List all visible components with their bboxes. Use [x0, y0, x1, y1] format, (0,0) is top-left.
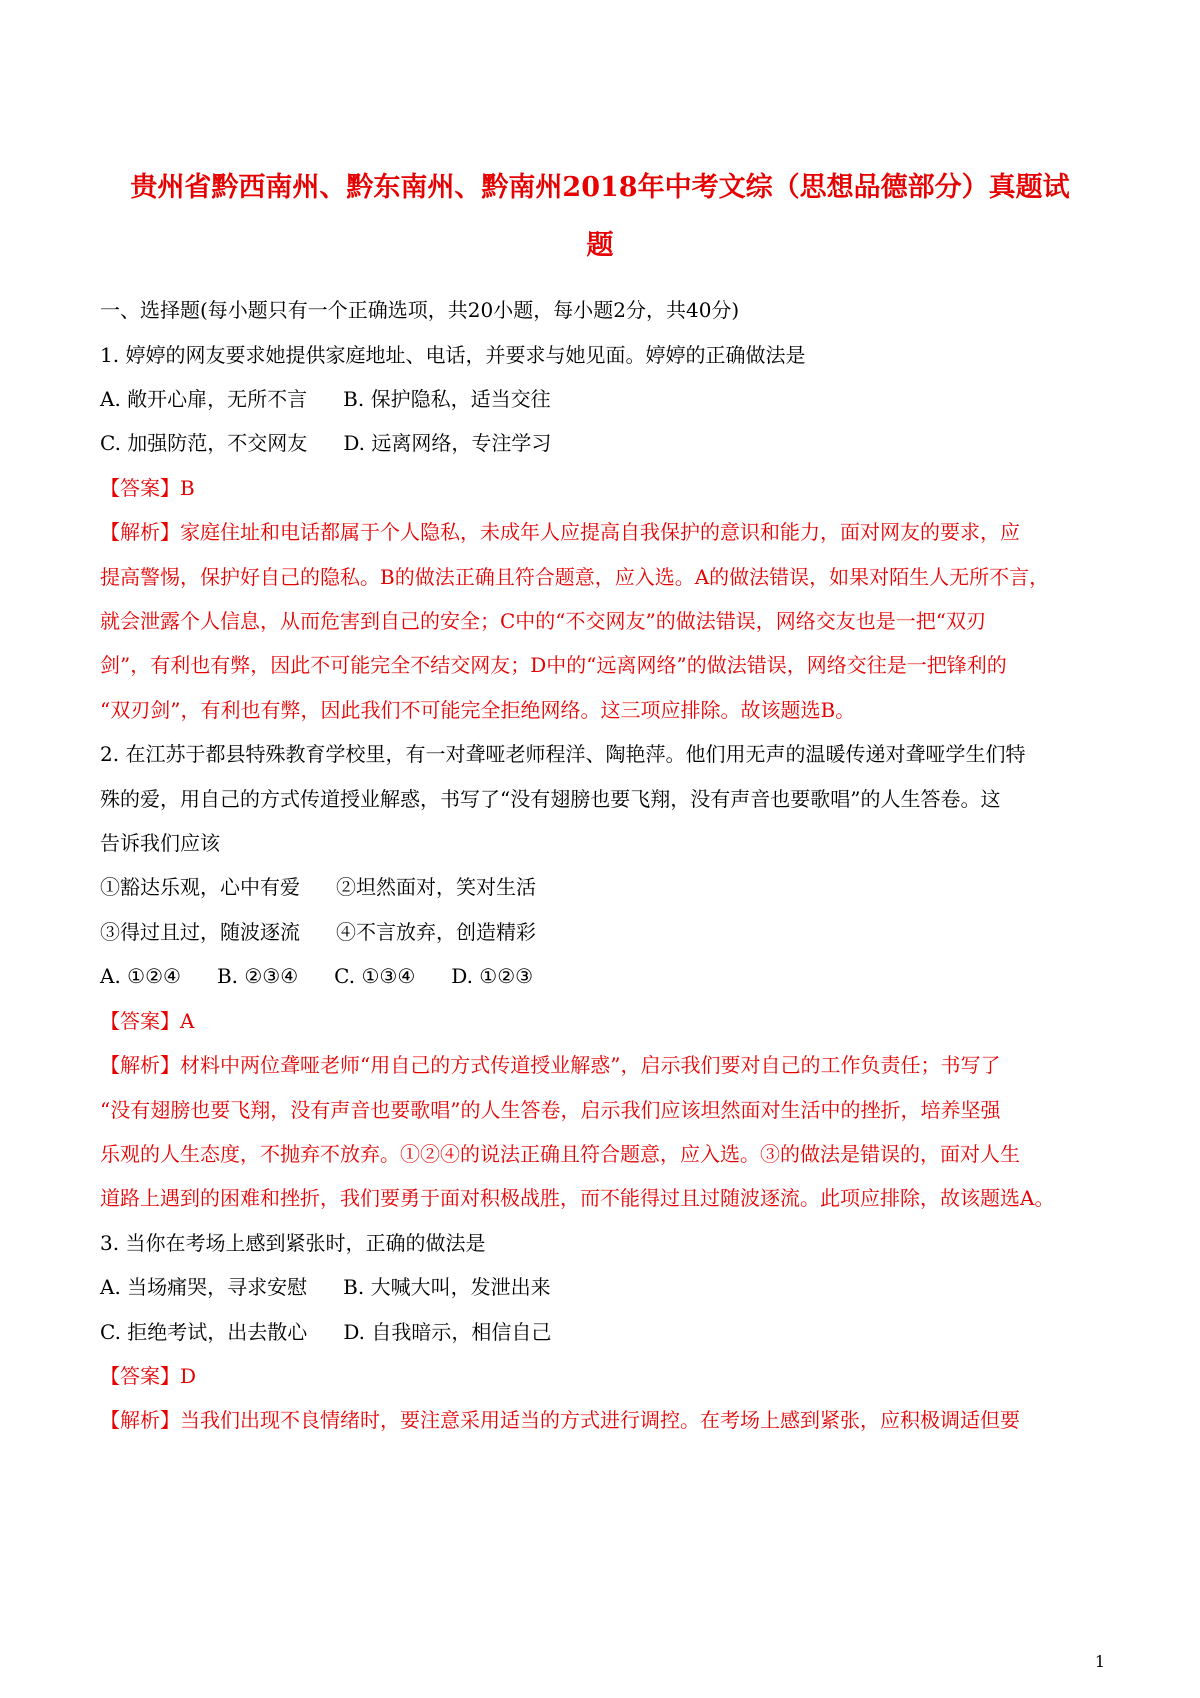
analysis-label: 【解析】	[100, 520, 180, 544]
q1-analysis-line-4: 剑”，有利也有弊，因此不可能完全不结交网友；D中的“远离网络”的做法错误，网络交往是一把锋利的	[100, 653, 1007, 677]
q2-stem-line-3: 告诉我们应该	[100, 831, 220, 855]
analysis-label: 【解析】	[100, 1408, 180, 1432]
answer-label: 【答案】	[100, 1009, 180, 1033]
q1-answer-value: B	[180, 476, 195, 500]
q2-item-4: ④不言放弃，创造精彩	[336, 920, 536, 944]
q3-answer-value: D	[180, 1364, 197, 1388]
q2-options-row	[100, 962, 1100, 990]
q2-option-a: A. ①②④	[100, 964, 181, 988]
answer-label: 【答案】	[100, 1364, 180, 1388]
q3-options-row-2	[100, 1318, 1100, 1346]
q3-options-row-1	[100, 1273, 1100, 1301]
q2-analysis-line-3: 乐观的人生态度，不抛弃不放弃。①②④的说法正确且符合题意，应入选。③的做法是错误的，面对人生	[100, 1142, 1020, 1166]
q1-analysis-line-5: “双刃剑”，有利也有弊，因此我们不可能完全拒绝网络。这三项应排除。故该题选B。	[100, 698, 856, 722]
q3-option-b: B. 大喊大叫，发泄出来	[343, 1275, 551, 1299]
q3-stem: 3. 当你在考场上感到紧张时，正确的做法是	[100, 1231, 486, 1255]
q2-analysis-line-4: 道路上遇到的困难和挫折，我们要勇于面对积极战胜，而不能得过且过随波逐流。此项应排除，故该题选A。	[100, 1186, 1055, 1210]
section-heading: 一、选择题(每小题只有一个正确选项，共20小题，每小题2分，共40分)	[100, 298, 740, 322]
q2-item-3: ③得过且过，随波逐流	[100, 920, 300, 944]
q1-options-row-1	[100, 385, 1100, 413]
q1-options-row-2	[100, 429, 1100, 457]
q2-option-c: C. ①③④	[334, 964, 416, 988]
q1-analysis-line-3: 就会泄露个人信息，从而危害到自己的安全；C中的“不交网友”的做法错误，网络交友也是一把“双刃	[100, 609, 986, 633]
q2-option-b: B. ②③④	[216, 964, 299, 988]
q2-stem-line-2: 殊的爱，用自己的方式传道授业解惑，书写了“没有翅膀也要飞翔，没有声音也要歌唱”的人生答卷。这	[100, 787, 1001, 811]
q3-answer	[100, 1362, 1100, 1390]
q2-answer-value: A	[180, 1009, 195, 1033]
doc-title-line-2: 题	[586, 230, 614, 261]
page-number: 1	[1094, 1652, 1105, 1671]
q1-analysis-line-1: 【解析】家庭住址和电话都属于个人隐私，未成年人应提高自我保护的意识和能力，面对网友的要求，应	[100, 520, 1020, 544]
q3-option-d: D. 自我暗示，相信自己	[343, 1320, 552, 1344]
q2-option-d: D. ①②③	[451, 964, 534, 988]
q2-analysis-line-2: “没有翅膀也要飞翔，没有声音也要歌唱”的人生答卷，启示我们应该坦然面对生活中的挫折，培养坚强	[100, 1098, 1001, 1122]
q1-stem: 1. 婷婷的网友要求她提供家庭地址、电话，并要求与她见面。婷婷的正确做法是	[100, 343, 806, 367]
q1-option-b: B. 保护隐私，适当交往	[343, 387, 551, 411]
q2-stem-line-1: 2. 在江苏于都县特殊教育学校里，有一对聋哑老师程洋、陶艳萍。他们用无声的温暖传递对聋哑学生们特	[100, 742, 1026, 766]
q2-items-row-1	[100, 873, 1100, 901]
doc-title-line-1: 贵州省黔西南州、黔东南州、黔南州2018年中考文综（思想品德部分）真题试	[130, 172, 1070, 203]
q2-analysis-line-1: 【解析】材料中两位聋哑老师“用自己的方式传道授业解惑”，启示我们要对自己的工作负责任；书写了	[100, 1053, 1001, 1077]
q1-answer	[100, 474, 1100, 502]
q3-option-c: C. 拒绝考试，出去散心	[100, 1320, 308, 1344]
answer-label: 【答案】	[100, 476, 180, 500]
q1-analysis-line-2: 提高警惕，保护好自己的隐私。B的做法正确且符合题意，应入选。A的做法错误，如果对陌生人无所不言，	[100, 565, 1050, 589]
q2-answer	[100, 1007, 1100, 1035]
q2-item-1: ①豁达乐观，心中有爱	[100, 875, 300, 899]
q1-option-a: A. 敞开心扉，无所不言	[100, 387, 308, 411]
q3-analysis-line-1: 【解析】当我们出现不良情绪时，要注意采用适当的方式进行调控。在考场上感到紧张，应积极调适但要	[100, 1408, 1020, 1432]
q2-item-2: ②坦然面对，笑对生活	[336, 875, 536, 899]
q2-items-row-2	[100, 918, 1100, 946]
q3-option-a: A. 当场痛哭，寻求安慰	[100, 1275, 308, 1299]
q1-option-d: D. 远离网络，专注学习	[343, 431, 552, 455]
analysis-label: 【解析】	[100, 1053, 180, 1077]
q1-option-c: C. 加强防范，不交网友	[100, 431, 308, 455]
